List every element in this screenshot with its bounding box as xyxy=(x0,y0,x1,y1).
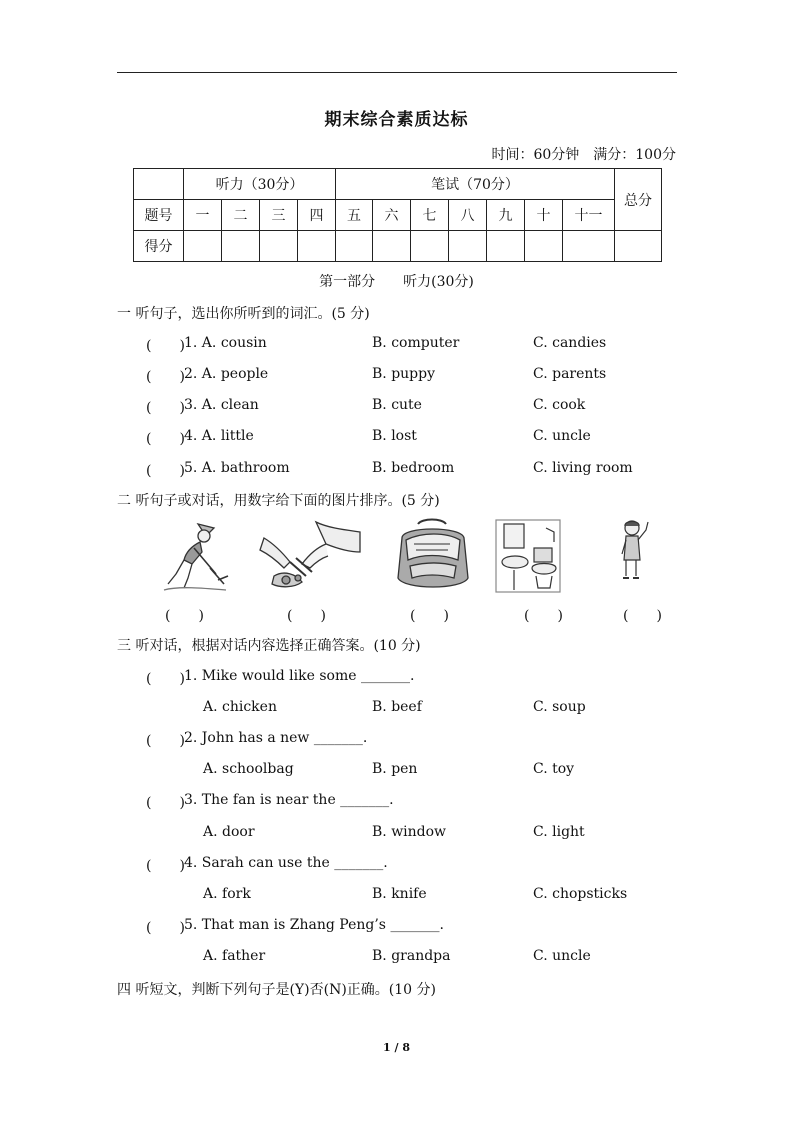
score-input-cell[interactable] xyxy=(184,231,222,262)
picture-order-blank[interactable]: ( ) xyxy=(524,608,563,624)
score-table-corner xyxy=(134,169,184,200)
answer-bracket[interactable]: ( ) xyxy=(146,463,185,479)
question-text: 4. Sarah can use the _______. xyxy=(184,855,388,871)
section4-heading: 四 听短文，判断下列句子是(Y)否(N)正确。(10 分) xyxy=(117,982,436,998)
answer-bracket[interactable]: ( ) xyxy=(146,369,185,385)
number-cell: 六 xyxy=(373,200,411,231)
score-input-cell[interactable] xyxy=(298,231,336,262)
question-text: 3. The fan is near the _______. xyxy=(184,792,394,808)
section1-heading: 一 听句子，选出你所听到的词汇。(5 分) xyxy=(117,306,370,322)
section3-heading: 三 听对话，根据对话内容选择正确答案。(10 分) xyxy=(117,638,421,654)
option-b: B. cute xyxy=(372,397,422,413)
option-b: B. bedroom xyxy=(372,460,455,476)
score-input-cell[interactable] xyxy=(525,231,563,262)
hands-cleaning-icon xyxy=(256,518,364,594)
number-cell: 十 xyxy=(525,200,563,231)
answer-bracket[interactable]: ( ) xyxy=(146,431,185,447)
option-a: A. fork xyxy=(203,886,251,902)
option-b: B. beef xyxy=(372,699,422,715)
option-c: C. uncle xyxy=(533,428,591,444)
answer-bracket[interactable]: ( ) xyxy=(146,920,185,936)
number-cell: 一 xyxy=(184,200,222,231)
page-number: 1 / 8 xyxy=(383,1041,410,1054)
picture-order-blank[interactable]: ( ) xyxy=(165,608,204,624)
option-b: B. grandpa xyxy=(372,948,451,964)
option-a: A. chicken xyxy=(203,699,277,715)
option-b: B. puppy xyxy=(372,366,435,382)
listening-header: 听力（30分） xyxy=(184,169,336,200)
answer-bracket[interactable]: ( ) xyxy=(146,858,185,874)
score-input-cell[interactable] xyxy=(260,231,298,262)
option-c: C. living room xyxy=(533,460,633,476)
option-c: C. toy xyxy=(533,761,575,777)
option-c: C. parents xyxy=(533,366,607,382)
option-c: C. cook xyxy=(533,397,586,413)
option-c: C. soup xyxy=(533,699,586,715)
score-input-cell[interactable] xyxy=(373,231,411,262)
option-a: 2. A. people xyxy=(184,366,269,382)
picture-order-blank[interactable]: ( ) xyxy=(287,608,326,624)
number-cell: 十一 xyxy=(563,200,615,231)
option-b: B. window xyxy=(372,824,447,840)
total-header: 总分 xyxy=(615,169,662,231)
option-b: B. lost xyxy=(372,428,417,444)
option-c: C. chopsticks xyxy=(533,886,628,902)
option-a: 3. A. clean xyxy=(184,397,259,413)
number-cell: 三 xyxy=(260,200,298,231)
option-c: C. light xyxy=(533,824,585,840)
option-a: 5. A. bathroom xyxy=(184,460,290,476)
row-label-score: 得分 xyxy=(134,231,184,262)
option-a: 1. A. cousin xyxy=(184,335,267,351)
part-name: 听力(30分) xyxy=(403,274,474,290)
option-b: B. knife xyxy=(372,886,427,902)
girl-waving-icon xyxy=(618,518,650,594)
option-b: B. pen xyxy=(372,761,418,777)
score-input-cell[interactable] xyxy=(411,231,449,262)
top-rule xyxy=(117,72,677,73)
page-title: 期末综合素质达标 xyxy=(324,110,469,130)
number-cell: 九 xyxy=(487,200,525,231)
answer-bracket[interactable]: ( ) xyxy=(146,733,185,749)
score-input-cell[interactable] xyxy=(222,231,260,262)
number-cell: 五 xyxy=(336,200,373,231)
score-input-cell[interactable] xyxy=(449,231,487,262)
number-cell: 二 xyxy=(222,200,260,231)
option-b: B. computer xyxy=(372,335,460,351)
bathroom-icon xyxy=(494,518,562,594)
part-label: 第一部分 xyxy=(319,274,376,290)
question-text: 5. That man is Zhang Peng’s _______. xyxy=(184,917,444,933)
answer-bracket[interactable]: ( ) xyxy=(146,338,185,354)
option-c: C. uncle xyxy=(533,948,591,964)
score-input-cell[interactable] xyxy=(563,231,615,262)
answer-bracket[interactable]: ( ) xyxy=(146,795,185,811)
picture-order-blank[interactable]: ( ) xyxy=(623,608,662,624)
number-cell: 七 xyxy=(411,200,449,231)
boy-sweeping-icon xyxy=(158,518,232,594)
total-score-cell[interactable] xyxy=(615,231,662,262)
time-info: 时间：60分钟 满分：100分 xyxy=(491,147,676,163)
number-cell: 四 xyxy=(298,200,336,231)
score-input-cell[interactable] xyxy=(487,231,525,262)
score-table xyxy=(133,168,662,262)
schoolbag-icon xyxy=(392,518,472,594)
answer-bracket[interactable]: ( ) xyxy=(146,400,185,416)
option-a: A. father xyxy=(203,948,266,964)
option-a: A. door xyxy=(203,824,255,840)
answer-bracket[interactable]: ( ) xyxy=(146,671,185,687)
section2-heading: 二 听句子或对话，用数字给下面的图片排序。(5 分) xyxy=(117,493,440,509)
option-a: 4. A. little xyxy=(184,428,254,444)
number-cell: 八 xyxy=(449,200,487,231)
writing-header: 笔试（70分） xyxy=(336,169,615,200)
question-text: 2. John has a new _______. xyxy=(184,730,368,746)
picture-order-blank[interactable]: ( ) xyxy=(410,608,449,624)
option-c: C. candies xyxy=(533,335,607,351)
row-label-number: 题号 xyxy=(134,200,184,231)
part-title xyxy=(0,271,793,291)
score-input-cell[interactable] xyxy=(336,231,373,262)
question-text: 1. Mike would like some _______. xyxy=(184,668,415,684)
option-a: A. schoolbag xyxy=(203,761,294,777)
